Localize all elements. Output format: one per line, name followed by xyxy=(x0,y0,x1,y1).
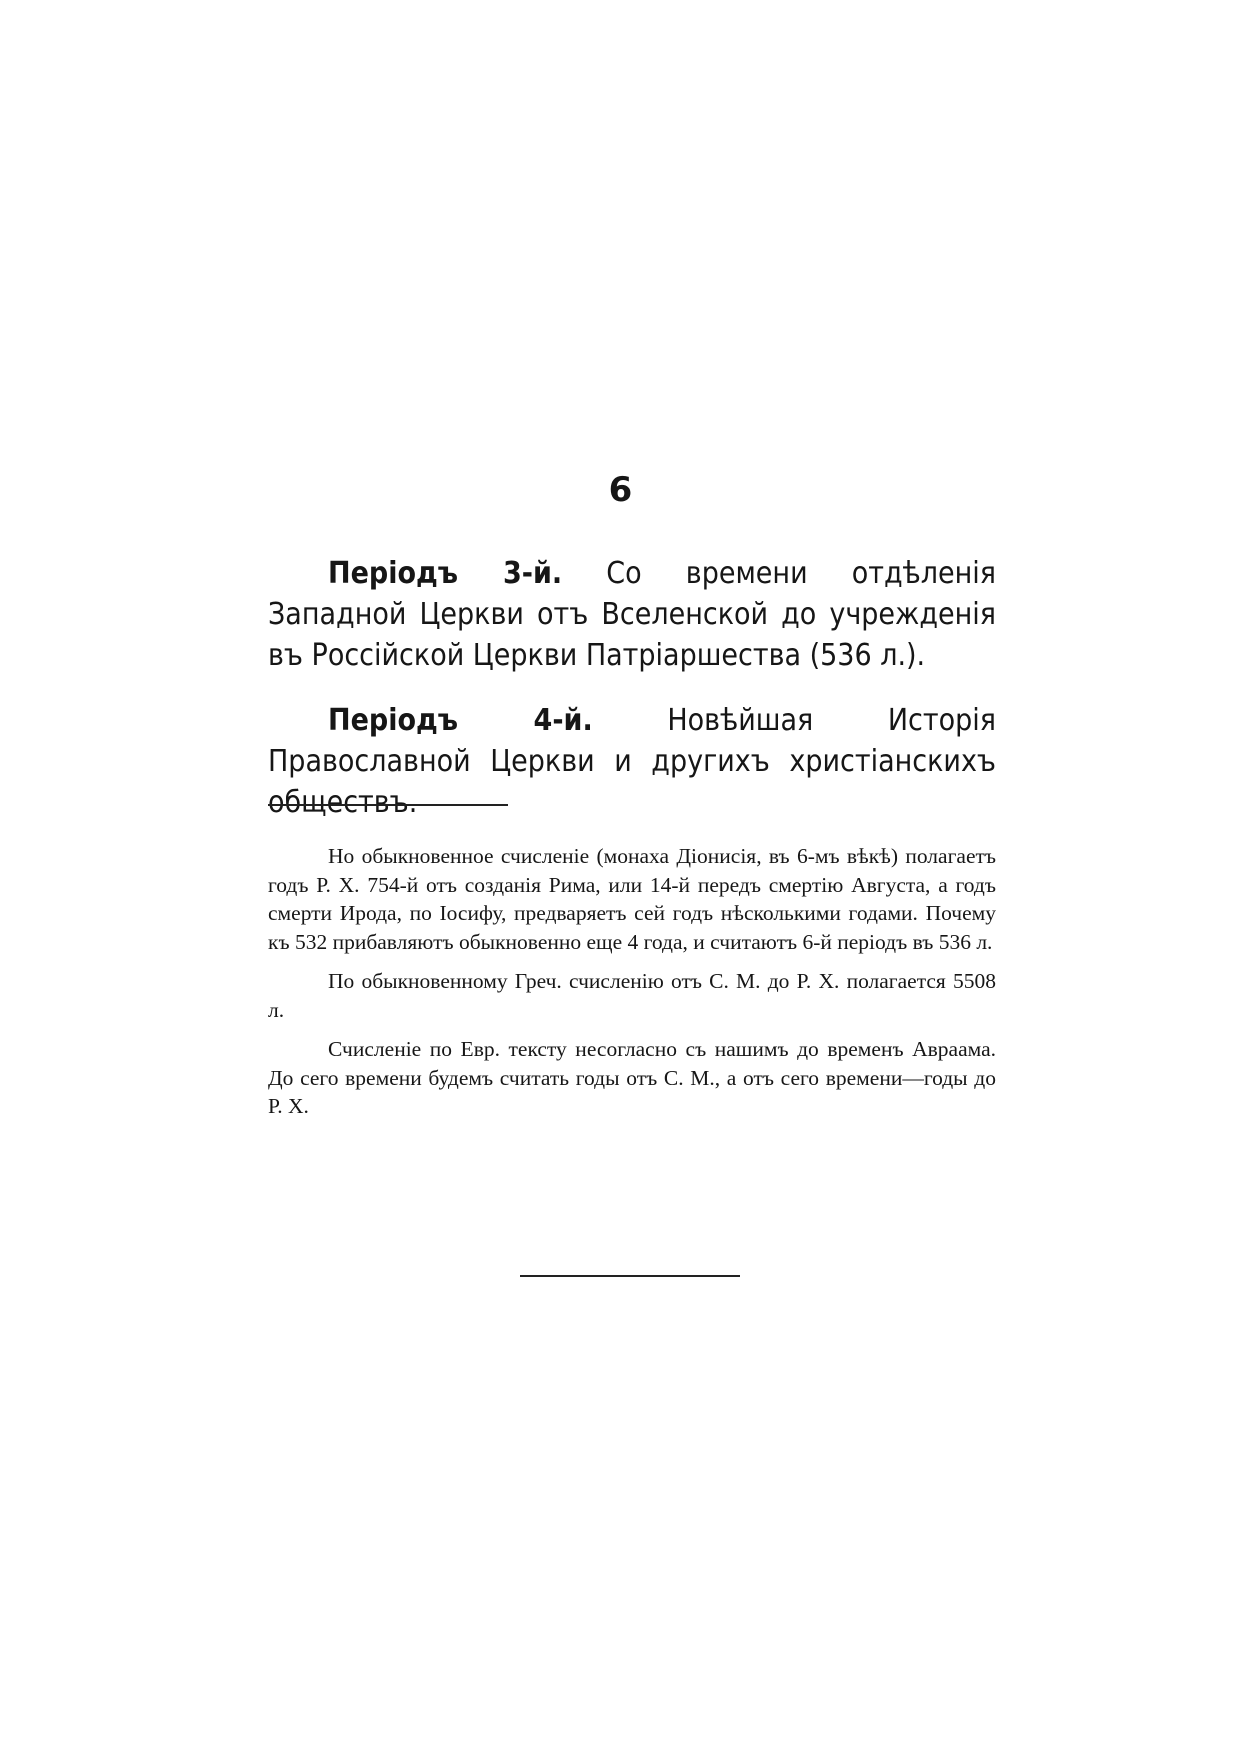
period-3-paragraph xyxy=(268,553,996,676)
footnote: По обыкновенному Греч. счисленію отъ С. М. до Р. X. полагается 5508 л. xyxy=(268,969,996,1022)
footnote-divider xyxy=(268,804,508,806)
period-3-heading: Періодъ 3-й. xyxy=(328,556,563,591)
period-4-text: Новѣйшая Исторія Православной Церкви и другихъ христіанскихъ обществъ. xyxy=(268,703,996,820)
footnote: Счисленіе по Евр. тексту несогласно съ нашимъ до временъ Авраама. До сего времени будемъ считать годы отъ С. М., а отъ сего времени—годы до Р. X. xyxy=(268,1037,996,1118)
footnotes xyxy=(268,842,996,1121)
end-divider xyxy=(520,1275,740,1277)
page-number: 6 xyxy=(608,470,633,510)
main-text xyxy=(268,553,996,823)
period-3-text: Со времени отдѣленія Западной Церкви отъ Вселенской до учрежденія въ Россійской Церкви Патріаршества (536 л.). xyxy=(268,556,996,673)
footnote: Но обыкновенное счисленіе (монаха Діонисія, въ 6-мъ вѣкѣ) полагаетъ годъ Р. X. 754-й отъ созданія Рима, или 14-й передъ смертію Августа, а годъ смерти Ирода, по Іосифу, предваряетъ сей годъ нѣсколькими годами. Почему къ 532 прибавляютъ обыкновенно еще 4 года, и считаютъ 6-й періодъ въ 536 л. xyxy=(268,844,996,954)
period-4-heading: Періодъ 4-й. xyxy=(328,703,593,738)
